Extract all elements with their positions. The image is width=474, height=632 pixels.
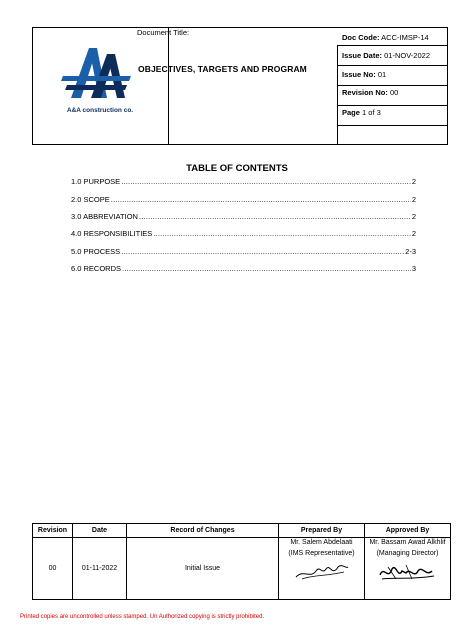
toc-entry[interactable]: 1.0 PURPOSE ..... 2: [71, 177, 416, 187]
column-header: Revision: [33, 524, 73, 538]
toc-entry[interactable]: 5.0 PROCESS ..... 2-3: [71, 247, 416, 257]
header-divider: [337, 65, 447, 66]
revision-no: Revision No: 00: [342, 88, 399, 97]
prepared-by-cell: [279, 538, 365, 600]
column-header: Prepared By: [279, 524, 365, 538]
signature-icon: [376, 559, 440, 585]
header-divider: [337, 45, 338, 144]
issue-no: Issue No: 01: [342, 70, 387, 79]
revision-cell: 00: [33, 538, 73, 600]
header-divider: [337, 105, 447, 106]
column-header: Date: [73, 524, 127, 538]
document-title: OBJECTIVES, TARGETS AND PROGRAM: [138, 64, 307, 74]
column-header: Record of Changes: [127, 524, 279, 538]
header-divider: [168, 28, 169, 144]
logo-mark-icon: [45, 40, 155, 130]
prepared-by-role: (IMS Representative): [288, 550, 355, 557]
date-cell: 01-11-2022: [73, 538, 127, 600]
header-divider: [337, 85, 447, 86]
header-divider: [337, 45, 447, 46]
toc-entry[interactable]: 2.0 SCOPE ..... 2: [71, 195, 416, 205]
doc-code: Doc Code: ACC-IMSP-14: [342, 33, 429, 42]
logo-text: A&A construction co.: [66, 107, 134, 114]
toc-entry[interactable]: 4.0 RESPONSIBILITIES ..... 2: [71, 229, 416, 239]
issue-date: Issue Date: 01-NOV-2022: [342, 51, 430, 60]
signature-icon: [292, 559, 352, 585]
revision-table: [32, 523, 451, 600]
toc-entry[interactable]: 3.0 ABBREVIATION ..... 2: [71, 212, 416, 222]
changes-cell: Initial Issue: [127, 538, 279, 600]
footer-disclaimer: Printed copies are uncontrolled unless stamped. Un Authorized copying is strictly prohibited.: [20, 614, 265, 620]
document-title-label: Document Title:: [137, 28, 190, 37]
toc-entry[interactable]: 6.0 RECORDS ..... 3: [71, 264, 416, 274]
page-number: Page 1 of 3: [342, 108, 381, 117]
document-header: [32, 27, 448, 145]
header-divider: [337, 125, 447, 126]
toc-heading: TABLE OF CONTENTS: [186, 163, 288, 174]
approved-by-role: (Managing Director): [376, 550, 439, 557]
company-logo: [45, 40, 155, 130]
approved-by-cell: [365, 538, 451, 600]
approved-by-name: Mr. Bassam Awad Alkhlif: [369, 539, 446, 546]
prepared-by-name: Mr. Salem Abdelaati: [290, 539, 353, 546]
column-header: Approved By: [365, 524, 451, 538]
